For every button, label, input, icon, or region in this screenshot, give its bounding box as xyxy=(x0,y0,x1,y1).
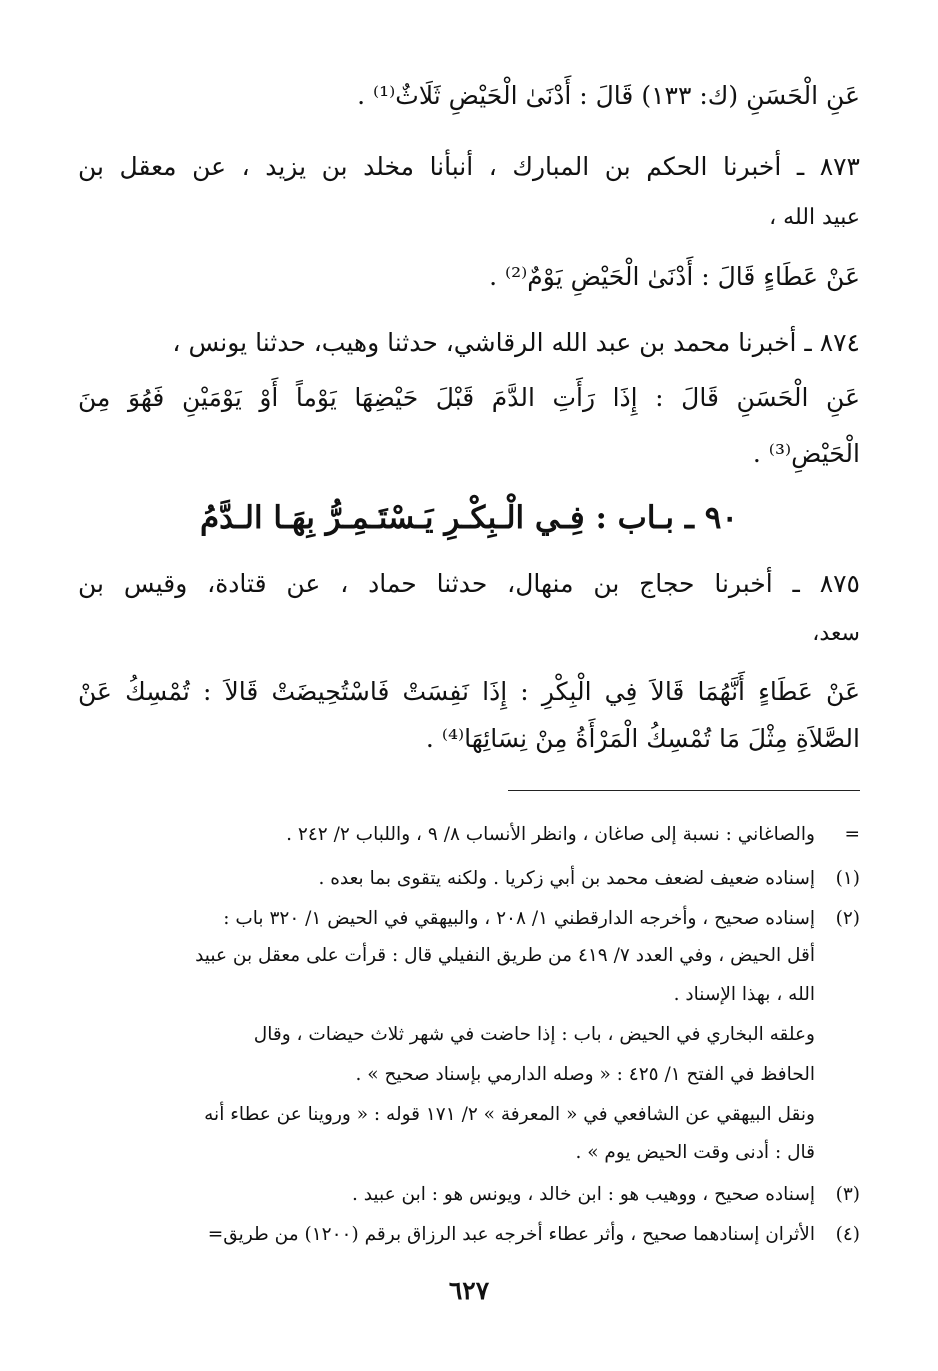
hadith-875-line: ٨٧٥ ـ أخبرنا حجاج بن منهال، حدثنا حماد ، عن قتادة، وقيس بن xyxy=(78,569,860,598)
footnote-line xyxy=(70,941,860,971)
footnote-text: والصاغاني : نسبة إلى صاغان ، وانظر الأنساب ٨/ ٩ ، واللباب ٢/ ٢٤٢ . xyxy=(286,824,815,845)
narration-continuation: الصَّلاَةِ مِثْلَ مَا تُمْسِكُ الْمَرْأَةُ مِنْ نِسَائِهَا⁽⁴⁾ . xyxy=(425,724,860,753)
footnote-text: إسناده صحيح ، وأخرجه الدارقطني ١/ ٢٠٨ ، والبيهقي في الحيض ١/ ٣٢٠ باب : xyxy=(223,908,815,929)
footnote-text: الأثران إسنادهما صحيح ، وأثر عطاء أخرجه عبد الرزاق برقم (١٢٠٠) من طريق= xyxy=(207,1224,815,1245)
narration-line: عَنِ الْحَسَنِ قَالَ : إِذَا رَأَتِ الدَّمَ قَبْلَ حَيْضِهَا يَوْماً أَوْ يَوْمَيْنِ فَهُوَ مِنَ xyxy=(78,383,860,412)
hadith-873-line: ٨٧٣ ـ أخبرنا الحكم بن المبارك ، أنبأنا مخلد بن يزيد ، عن معقل بن xyxy=(78,152,860,181)
page-number: ٦٢٧ xyxy=(448,1276,490,1305)
footnote-text: الله ، بهذا الإسناد . xyxy=(673,984,815,1005)
footnote-marker: (١) xyxy=(835,868,860,889)
footnote-line xyxy=(70,820,860,850)
footnote-line xyxy=(70,1100,860,1130)
hadith-875-continuation: سعد، xyxy=(812,621,860,646)
footnote-text: إسناده صحيح ، ووهيب هو : ابن خالد ، ويونس هو : ابن عبيد . xyxy=(351,1184,815,1205)
footnote-line xyxy=(70,1020,860,1050)
hadith-874-line: ٨٧٤ ـ أخبرنا محمد بن عبد الله الرقاشي، حدثنا وهيب، حدثنا يونس ، xyxy=(172,328,860,357)
narration-continuation: الْحَيْضِ⁽³⁾ . xyxy=(752,439,860,468)
narration-line: عَنْ عَطَاءٍ أَنَّهُمَا قَالاَ فِي الْبِكْرِ : إِذَا نَفِسَتْ فَاسْتُحِيضَتْ قَالاَ : تُمْسِكُ عَنْ xyxy=(78,677,860,706)
footnote-text: الحافظ في الفتح ١/ ٤٢٥ : « وصله الدارمي بإسناد صحيح » . xyxy=(355,1064,815,1085)
footnote-separator xyxy=(508,790,860,791)
footnote-text: أقل الحيض ، وفي العدد ٧/ ٤١٩ من طريق النفيلي قال : قرأت على معقل بن عبيد xyxy=(195,945,815,966)
footnote-marker: (٣) xyxy=(835,1184,860,1205)
footnote-line xyxy=(70,1138,860,1168)
footnote-text: ونقل البيهقي عن الشافعي في « المعرفة » ٢/ ١٧١ قوله : « وروينا عن عطاء أنه xyxy=(204,1104,815,1125)
footnote-line xyxy=(70,864,860,894)
footnote-marker: (٤) xyxy=(835,1224,860,1245)
footnote-line xyxy=(70,980,860,1010)
footnote-line xyxy=(70,904,860,934)
footnote-text: قال : أدنى وقت الحيض يوم » . xyxy=(575,1142,815,1163)
hadith-873-continuation: عبيد الله ، xyxy=(769,205,860,230)
narration-line: عَنِ الْحَسَنِ (ك: ١٣٣) قَالَ : أَدْنَىٰ الْحَيْضِ ثَلَاثٌ⁽¹⁾ . xyxy=(357,81,860,110)
narration-line: عَنْ عَطَاءٍ قَالَ : أَدْنَىٰ الْحَيْضِ يَوْمٌ⁽²⁾ . xyxy=(489,262,860,291)
footnote-text: إسناده ضعيف لضعف محمد بن أبي زكريا . ولكنه يتقوى بما بعده . xyxy=(318,868,815,889)
footnote-marker: = xyxy=(844,824,860,845)
footnote-text: وعلقه البخاري في الحيض ، باب : إذا حاضت في شهر ثلاث حيضات ، وقال xyxy=(253,1024,815,1045)
footnote-marker: (٢) xyxy=(835,908,860,929)
chapter-heading: ٩٠ ـ بـاب : فِـي الْـبِكْـرِ يَـسْتَـمِـرُّ بِهَـا الـدَّمُ xyxy=(199,500,739,536)
footnote-line xyxy=(70,1060,860,1090)
footnote-line xyxy=(70,1220,860,1250)
footnote-line xyxy=(70,1180,860,1210)
